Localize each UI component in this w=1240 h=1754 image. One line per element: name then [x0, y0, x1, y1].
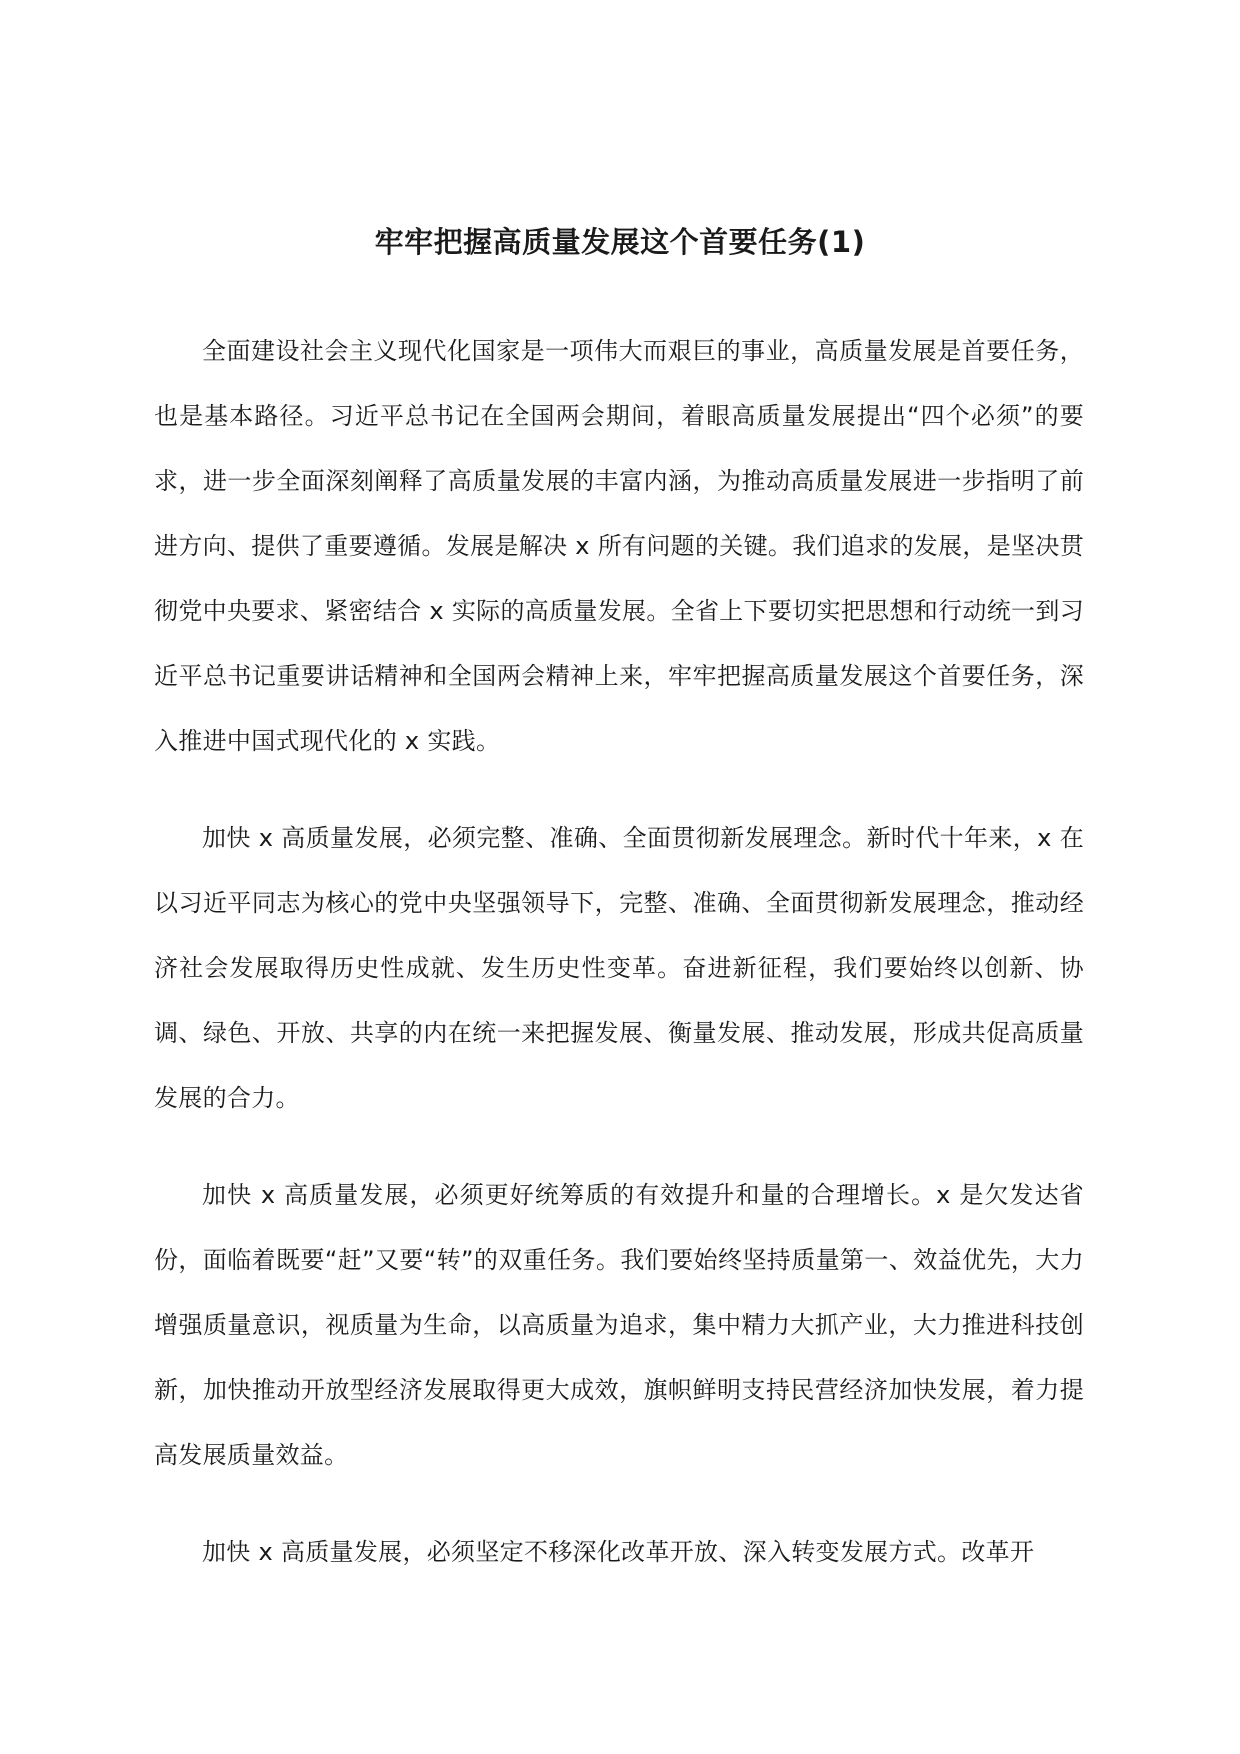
document-title: 牢牢把握高质量发展这个首要任务(1): [374, 225, 866, 259]
paragraph-1: 全面建设社会主义现代化国家是一项伟大而艰巨的事业，高质量发展是首要任务，也是基本路径。习近平总书记在全国两会期间，着眼高质量发展提出“四个必须”的要求，进一步全面深刻阐释了高质量发展的丰富内涵，为推动高质量发展进一步指明了前进方向、提供了重要遵循。发展是解决 x 所有问题的关键。我们追求的发展，是坚决贯彻党中央要求、紧密结合 x 实际的高质量发展。全省上下要切实把思想和行动统一到习近平总书记重要讲话精神和全国两会精神上来，牢牢把握高质量发展这个首要任务，深入推进中国式现代化的 x 实践。: [154, 337, 1084, 755]
document-body: [154, 319, 1084, 1617]
paragraph-3: 加快 x 高质量发展，必须更好统筹质的有效提升和量的合理增长。x 是欠发达省份，面临着既要“赶”又要“转”的双重任务。我们要始终坚持质量第一、效益优先，大力增强质量意识，视质量为生命，以高质量为追求，集中精力大抓产业，大力推进科技创新，加快推动开放型经济发展取得更大成效，旗帜鲜明支持民营经济加快发展，着力提高发展质量效益。: [154, 1181, 1084, 1469]
paragraph-4: 加快 x 高质量发展，必须坚定不移深化改革开放、深入转变发展方式。改革开: [202, 1538, 1035, 1566]
paragraph-2: 加快 x 高质量发展，必须完整、准确、全面贯彻新发展理念。新时代十年来，x 在以习近平同志为核心的党中央坚强领导下，完整、准确、全面贯彻新发展理念，推动经济社会发展取得历史性成就、发生历史性变革。奋进新征程，我们要始终以创新、协调、绿色、开放、共享的内在统一来把握发展、衡量发展、推动发展，形成共促高质量发展的合力。: [154, 824, 1084, 1112]
